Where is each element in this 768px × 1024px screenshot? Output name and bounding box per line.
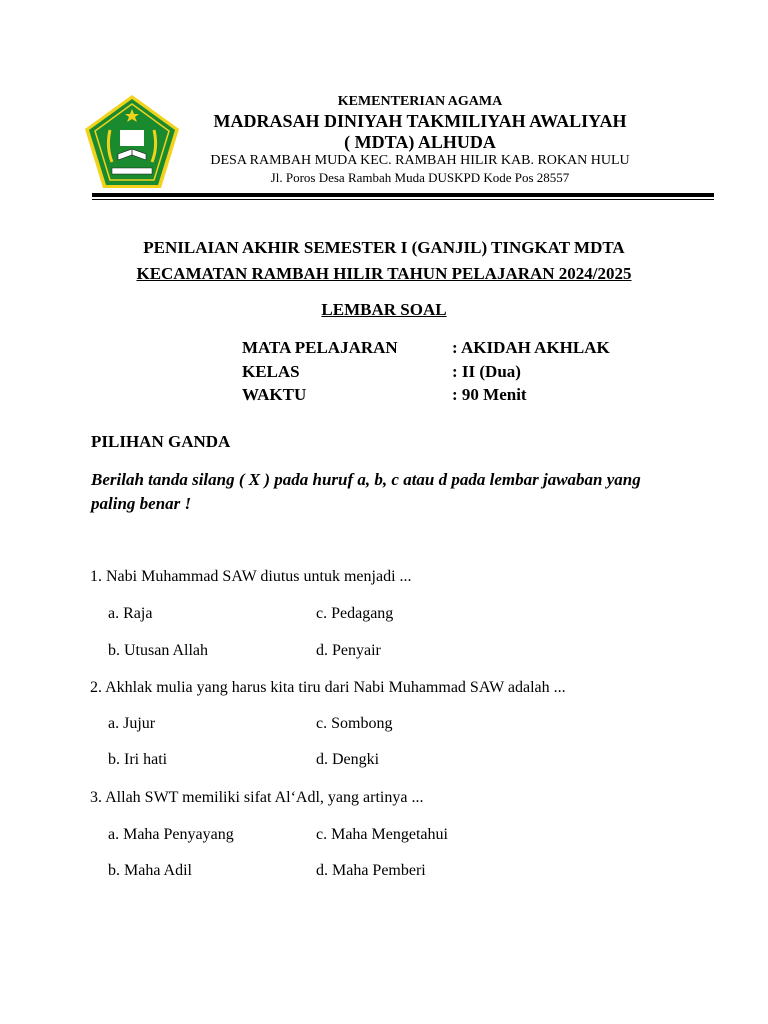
option-b: b. Iri hati xyxy=(108,751,168,768)
option-a: a. Jujur xyxy=(108,715,156,732)
info-label-subject: MATA PELAJARAN xyxy=(242,338,398,357)
option-d: d. Penyair xyxy=(316,642,381,659)
question-text: 3. Allah SWT memiliki sifat Al‘Adl, yang artinya ... xyxy=(90,789,424,806)
info-value-subject: : AKIDAH AKHLAK xyxy=(452,338,610,357)
letterhead-divider-thick xyxy=(92,193,714,197)
question-text: 2. Akhlak mulia yang harus kita tiru dari Nabi Muhammad SAW adalah ... xyxy=(90,679,566,696)
option-c: c. Maha Mengetahui xyxy=(316,826,448,843)
option-b: b. Utusan Allah xyxy=(108,642,208,659)
question-text: 1. Nabi Muhammad SAW diutus untuk menjadi ... xyxy=(90,568,412,585)
option-c: c. Sombong xyxy=(316,715,393,732)
option-c: c. Pedagang xyxy=(316,605,394,622)
info-value-time: : 90 Menit xyxy=(452,385,527,404)
info-label-class: KELAS xyxy=(242,362,300,381)
option-b: b. Maha Adil xyxy=(108,862,192,879)
school-name-line1: MADRASAH DINIYAH TAKMILIYAH AWALIYAH xyxy=(213,111,627,131)
instruction-text: Berilah tanda silang ( X ) pada huruf a, b, c atau d pada lembar jawaban yang paling benar ! xyxy=(91,470,641,513)
info-value-class: : II (Dua) xyxy=(452,362,521,381)
option-d: d. Maha Pemberi xyxy=(316,862,426,879)
option-a: a. Raja xyxy=(108,605,153,622)
info-label-time: WAKTU xyxy=(242,385,307,404)
ministry-name: KEMENTERIAN AGAMA xyxy=(337,94,503,109)
exam-title-line1: PENILAIAN AKHIR SEMESTER I (GANJIL) TINGKAT MDTA xyxy=(143,238,625,257)
letterhead-divider-thin xyxy=(92,199,714,200)
sheet-title: LEMBAR SOAL xyxy=(321,300,447,319)
exam-title-line2: KECAMATAN RAMBAH HILIR TAHUN PELAJARAN 2024/2025 xyxy=(136,264,632,283)
kemenag-logo-icon xyxy=(82,92,182,192)
option-d: d. Dengki xyxy=(316,751,380,768)
address-line2: Jl. Poros Desa Rambah Muda DUSKPD Kode Pos 28557 xyxy=(270,170,570,185)
section-title: PILIHAN GANDA xyxy=(91,432,231,451)
option-a: a. Maha Penyayang xyxy=(108,826,234,843)
address-line1: DESA RAMBAH MUDA KEC. RAMBAH HILIR KAB. ROKAN HULU xyxy=(210,153,630,168)
school-name-line2: ( MDTA) ALHUDA xyxy=(344,132,496,152)
